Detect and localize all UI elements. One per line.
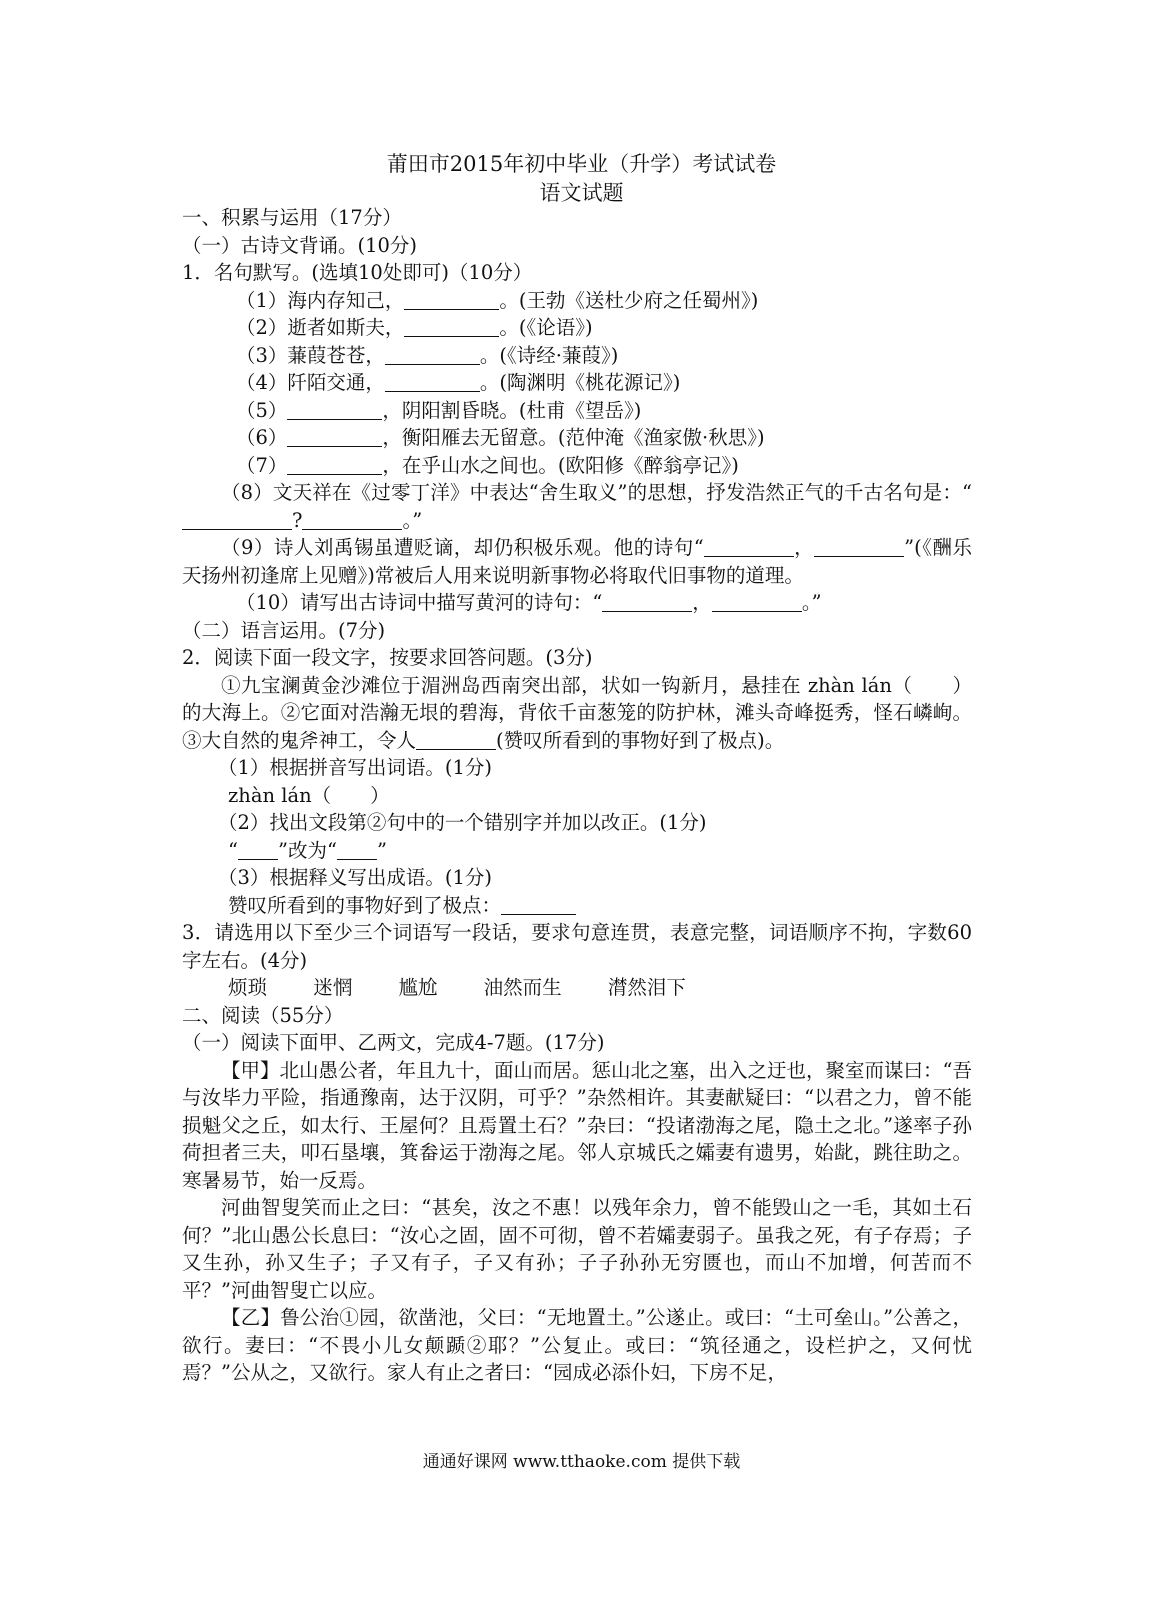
question-1-item-9: （9）诗人刘禹锡虽遭贬谪，却仍积极乐观。他的诗句“ ， ”(《酬乐天扬州初逢席上见赠》)常被后人用来说明新事物必将取代旧事物的道理。 — [182, 536, 972, 587]
answer-blank[interactable] — [385, 371, 480, 392]
word-option: 烦琐 — [228, 976, 268, 999]
question-1-item-1: （1）海内存知己， 。(王勃《送杜少府之任蜀州》) — [236, 288, 759, 312]
question-1-item-5: （5） ，阴阳割昏晓。(杜甫《望岳》) — [236, 398, 642, 422]
question-1-item-6: （6） ，衡阳雁去无留意。(范仲淹《渔家傲·秋思》) — [236, 426, 765, 449]
word-option: 油然而生 — [483, 976, 562, 999]
subsection-heading: （二）语言运用。(7分) — [182, 618, 386, 642]
subsection-heading: （一）古诗文背诵。(10分) — [182, 233, 418, 257]
question-2-sub-1-pinyin: zhàn lán（ ） — [228, 783, 390, 807]
answer-blank[interactable] — [416, 729, 496, 750]
section-heading: 二、阅读（55分） — [182, 1003, 344, 1027]
question-2-passage: ①九宝澜黄金沙滩位于湄洲岛西南突出部，状如一钩新月，悬挂在 zhàn lán（ ）的大海上。②它面对浩瀚无垠的碧海，背依千亩葱笼的防护林，滩头奇峰挺秀，怪石嶙峋。③大自然的鬼斧神工，令人 (赞叹所看到的事物好到了极点)。 — [182, 673, 972, 752]
exam-body — [182, 204, 972, 1387]
question-2-sub-3: （3）根据释义写出成语。(1分) — [218, 866, 493, 889]
question-2-sub-3-answer: 赞叹所看到的事物好到了极点： — [182, 892, 972, 920]
answer-blank[interactable] — [712, 591, 802, 612]
exam-subtitle: 语文试题 — [539, 181, 624, 205]
answer-blank[interactable] — [337, 839, 377, 860]
passage-jia-paragraph-1: 【甲】北山愚公者，年且九十，面山而居。惩山北之塞，出入之迂也，聚室而谋曰：“吾与汝毕力平险，指通豫南，达于汉阴，可乎？”杂然相许。其妻献疑曰：“以君之力，曾不能损魁父之丘，如太行、王屋何？且焉置土石？”杂曰：“投诸渤海之尾，隐土之北。”遂率子孙荷担者三夫，叩石垦壤，箕畚运于渤海之尾。邻人京城氏之孀妻有遗男，始龀，跳往助之。寒暑易节，始一反焉。 — [182, 1058, 972, 1192]
answer-blank[interactable] — [385, 344, 480, 365]
answer-blank[interactable] — [287, 454, 382, 475]
answer-blank[interactable] — [238, 839, 278, 860]
question-2-sub-2-answer: “ ”改为“ ” — [228, 838, 387, 862]
word-option: 迷惘 — [313, 976, 353, 999]
passage-jia-paragraph-2: 河曲智叟笑而止之曰：“甚矣，汝之不惠！以残年余力，曾不能毁山之一毛，其如土石何？”北山愚公长息曰：“汝心之固，固不可彻，曾不若孀妻弱子。虽我之死，有子存焉；子又生孙，孙又生子；子又有子，子又有孙；子子孙孙无穷匮也，而山不加增，何苦而不平？”河曲智叟亡以应。 — [182, 1196, 972, 1302]
question-1-item-7: （7） ，在乎山水之间也。(欧阳修《醉翁亭记》) — [236, 453, 739, 477]
section-heading: 一、积累与运用（17分） — [182, 206, 402, 229]
exam-title: 莆田市2015年初中毕业（升学）考试试卷 — [386, 152, 777, 176]
question-1-item-2: （2）逝者如斯夫， 。(《论语》) — [236, 316, 593, 339]
question-3: 3．请选用以下至少三个词语写一段话，要求句意连贯，表意完整，词语顺序不拘，字数60字左右。(4分) — [182, 921, 972, 972]
question-3-word-list — [182, 974, 972, 1002]
question-1-item-8: （8）文天祥在《过零丁洋》中表达“舍生取义”的思想，抒发浩然正气的千古名句是：“? 。” — [182, 479, 972, 534]
question-1-item-4: （4）阡陌交通， 。(陶渊明《桃花源记》) — [236, 371, 681, 394]
word-option: 尴尬 — [398, 976, 438, 999]
answer-blank[interactable] — [602, 591, 692, 612]
answer-blank[interactable] — [182, 509, 292, 530]
answer-blank[interactable] — [404, 289, 499, 310]
answer-blank[interactable] — [287, 399, 382, 420]
passage-yi-paragraph-1: 【乙】鲁公治①园，欲凿池，父曰：“无地置土。”公遂止。或曰：“土可垒山。”公善之，欲行。妻曰：“不畏小儿女颠踬②耶？”公复止。或曰：“筑径通之，设栏护之，又何忧焉？”公从之，又欲行。家人有止之者曰：“园成必添仆妇，下房不足， — [182, 1306, 972, 1384]
answer-blank[interactable] — [302, 509, 402, 530]
answer-blank[interactable] — [704, 536, 794, 557]
answer-blank[interactable] — [404, 316, 499, 337]
question-2-sub-2: （2）找出文段第②句中的一个错别字并加以改正。(1分) — [218, 811, 707, 834]
question-1-item-10: （10）请写出古诗词中描写黄河的诗句：“ ， 。” — [236, 591, 822, 614]
question-2-sub-1: （1）根据拼音写出词语。(1分) — [218, 756, 493, 779]
page-footer: 通通好课网 www.tthaoke.com 提供下载 — [422, 1452, 741, 1472]
question-1: 1．名句默写。(选填10处即可)（10分） — [182, 261, 533, 284]
question-1-item-3: （3）蒹葭苍苍， 。(《诗经·蒹葭》) — [236, 343, 619, 367]
word-option: 潸然泪下 — [607, 976, 686, 999]
answer-blank[interactable] — [287, 426, 382, 447]
subsection-heading: （一）阅读下面甲、乙两文，完成4-7题。(17分) — [182, 1031, 605, 1054]
question-2: 2．阅读下面一段文字，按要求回答问题。(3分) — [182, 646, 593, 669]
answer-blank[interactable] — [501, 894, 576, 915]
answer-blank[interactable] — [814, 536, 904, 557]
